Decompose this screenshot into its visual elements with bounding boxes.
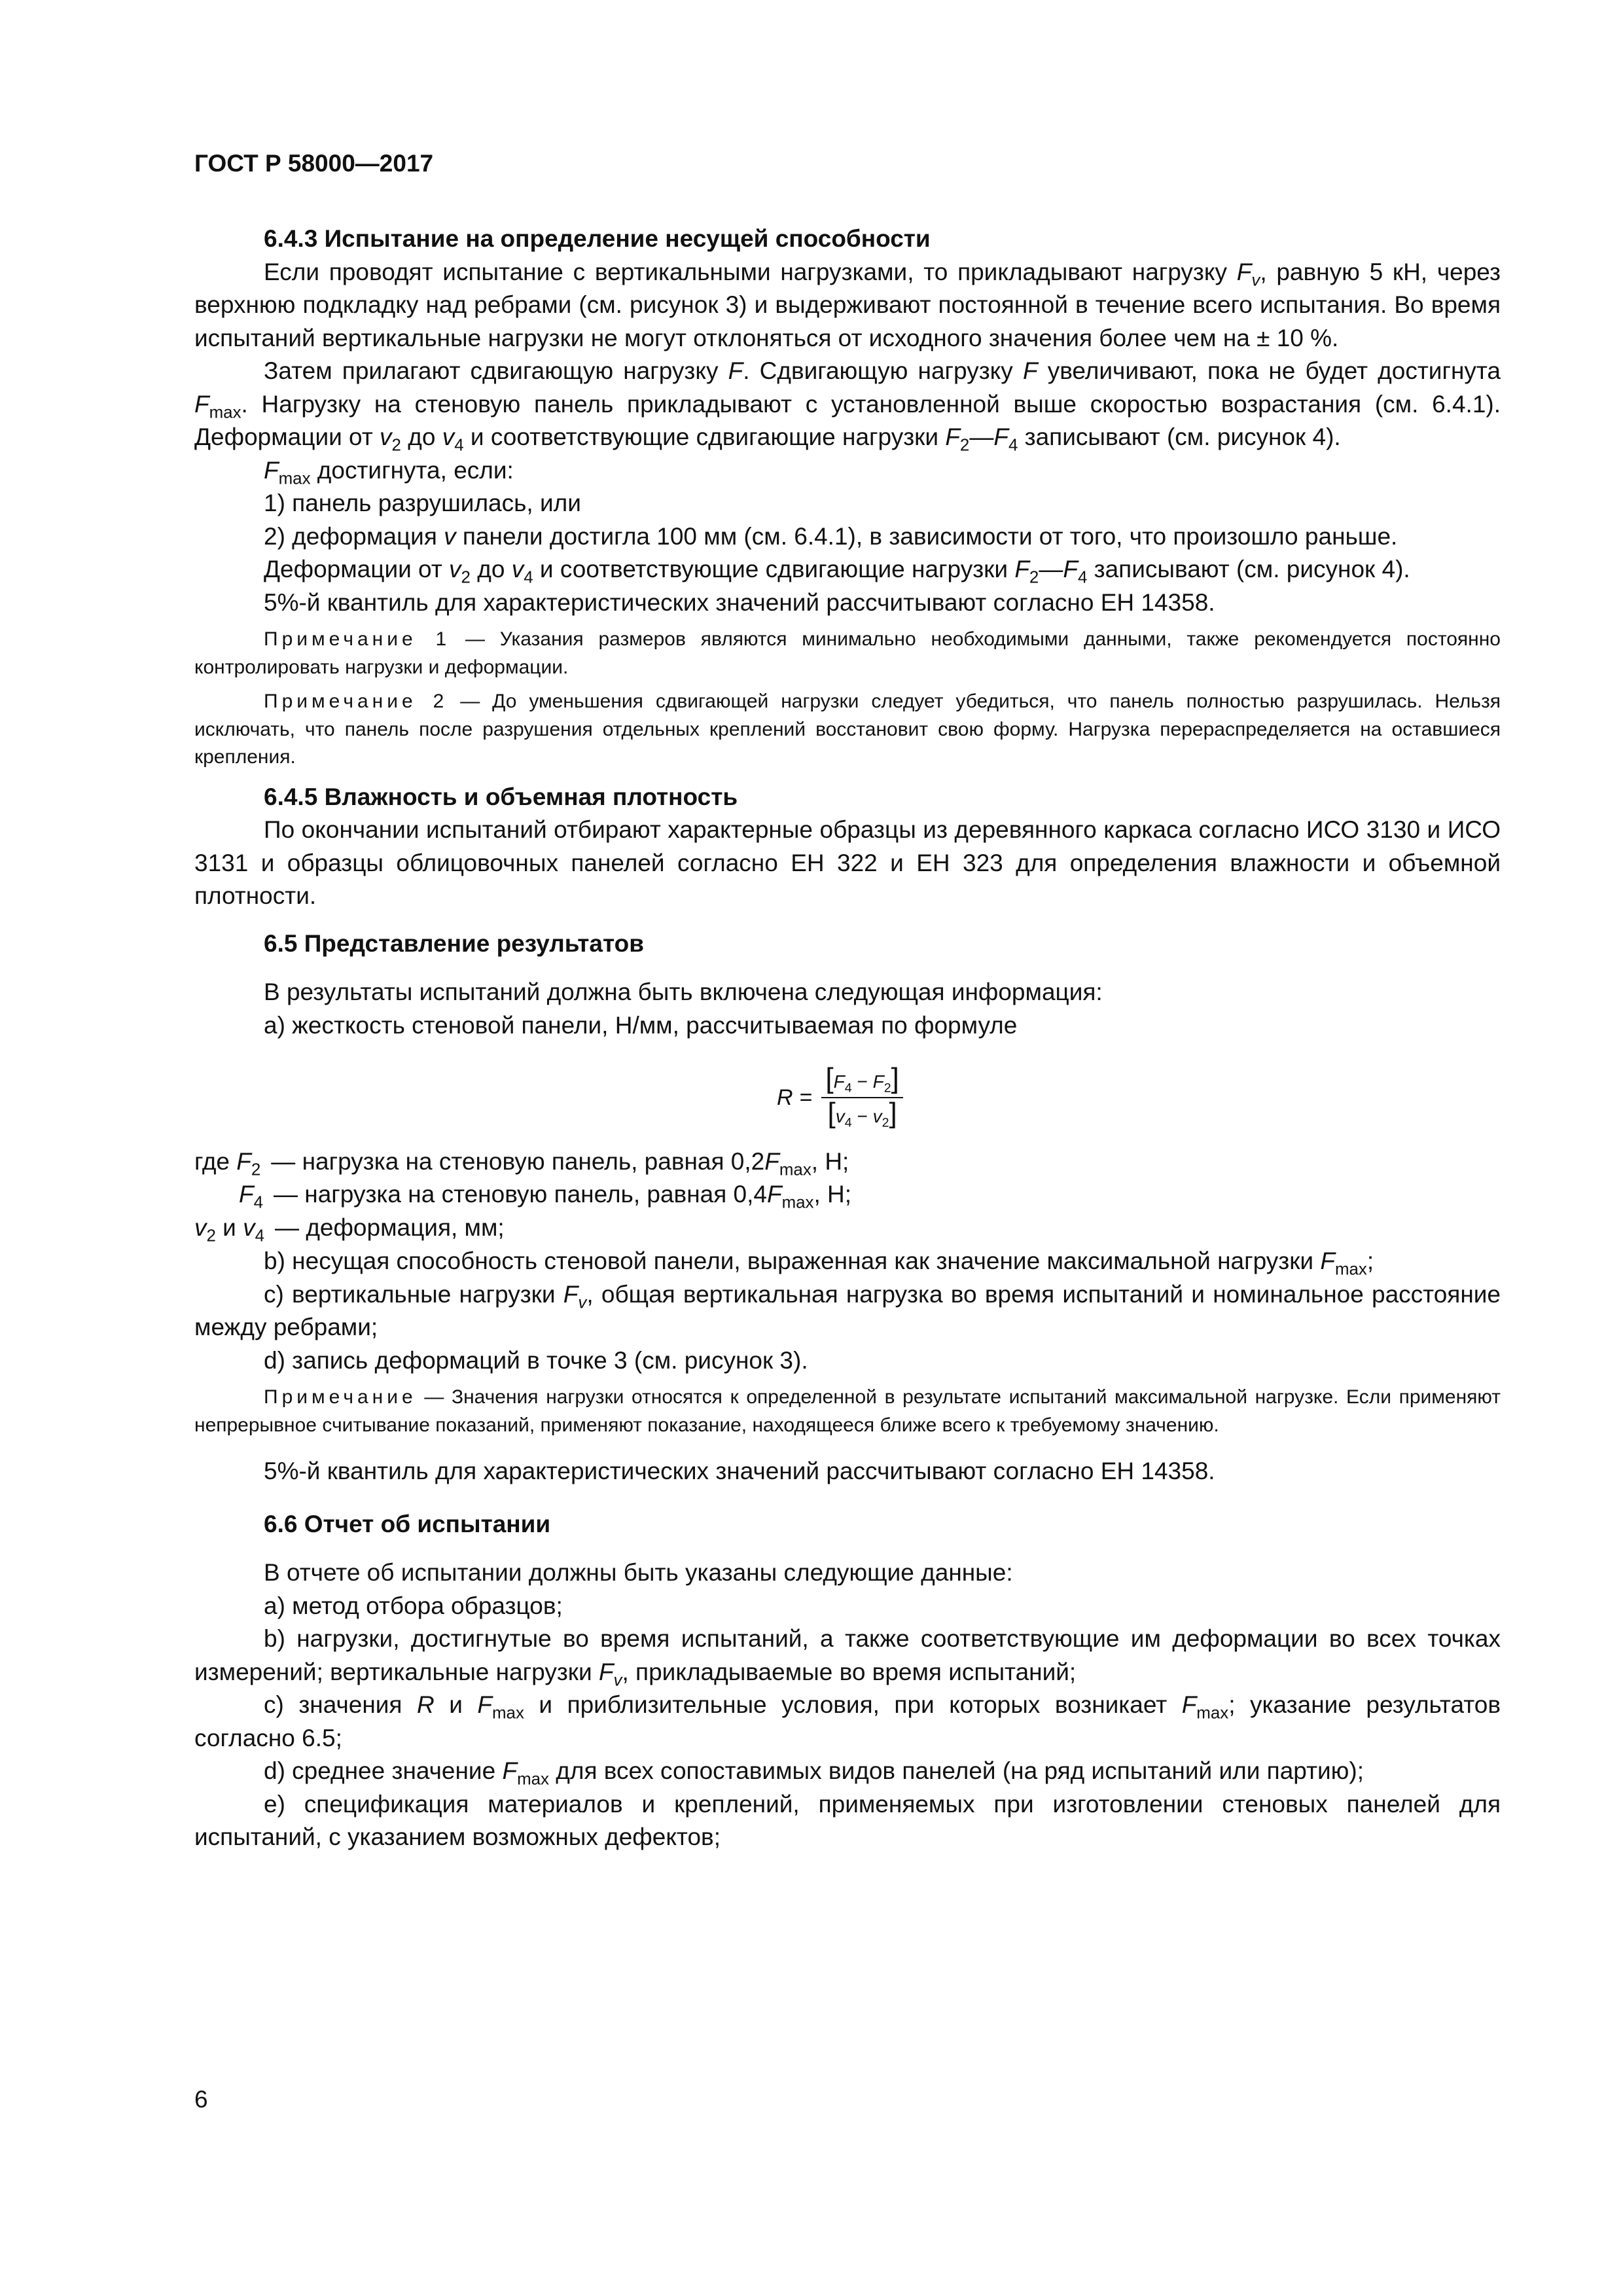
section-6-5-item-b: b) несущая способность стеновой панели, выраженная как значение максимальной нагрузки $F_{max}$; bbox=[264, 1247, 1374, 1279]
document-header: ГОСТ Р 58000—2017 bbox=[194, 150, 434, 177]
formula-equals: = bbox=[799, 1085, 813, 1110]
section-6-6-item-d: d) среднее значение $F_{max}$ для всех сопоставимых видов панелей (на ряд испытаний или партию); bbox=[264, 1757, 1364, 1789]
section-6-5-item-a: а) жесткость стеновой панели, Н/мм, рассчитываемая по формуле bbox=[264, 1011, 1018, 1039]
section-6-4-3-paragraph-5: 5%-й квантиль для характеристических значений рассчитывают согласно ЕН 14358. bbox=[264, 588, 1215, 616]
list-item-2: 2) деформация v панели достигла 100 мм (см. 6.4.1), в зависимости от того, что произошло раньше. bbox=[264, 522, 1398, 550]
page-number: 6 bbox=[194, 2086, 208, 2113]
section-6-4-5-paragraph-1: По окончании испытаний отбирают характерные образцы из деревянного каркаса согласно ИСО 3130 и ИСО 3131 и образцы облицовочных панелей согласно ЕН 322 и ЕН 323 для определения влажности и объемной плотности. bbox=[194, 816, 1501, 909]
section-6-6-item-e: е) спецификация материалов и креплений, применяемых при изготовлении стеновых панелей для испытаний, с указанием возможных дефектов; bbox=[194, 1790, 1501, 1850]
section-6-4-3-paragraph-3: $F_{max}$ достигнута, если: bbox=[264, 456, 514, 488]
section-6-6-item-a: а) метод отбора образцов; bbox=[264, 1592, 563, 1619]
section-6-6-heading: 6.6 Отчет об испытании bbox=[264, 1510, 551, 1537]
section-6-4-3-paragraph-1: Если проводят испытание с вертикальными нагрузками, то прикладывают нагрузку $F_v$, равную 5 кН, через верхнюю подкладку над ребрами (см. рисунок 3) и выдерживают постоянной в течение всего испытания. Во время испытаний вертикальные нагрузки не могут отклоняться от исходного значения более чем на ± 10 %. bbox=[194, 258, 1501, 351]
section-6-4-3-paragraph-4: Деформации от $v_2$ до $v_4$ и соответствующие сдвигающие нагрузки $F_2—F_4$ записывают (см. рисунок 4). bbox=[264, 556, 1410, 587]
section-6-5-item-c: c) вертикальные нагрузки $F_v$, общая вертикальная нагрузка во время испытаний и номинальное расстояние между ребрами; bbox=[194, 1280, 1501, 1340]
stiffness-formula bbox=[194, 1059, 1501, 1136]
legend-row-f4: $F_4$ — нагрузка на стеновую панель, равная $0,4F_{max}$, Н; bbox=[239, 1181, 852, 1212]
formula-numerator: $[F_4 - F_2]$ bbox=[821, 1064, 902, 1098]
formula-legend bbox=[194, 1145, 1501, 1245]
section-6-5-note: Примечание — Значения нагрузки относятся к определенной в результате испытаний максимальной нагрузке. Если применяют непрерывное считывание показаний, применяют показание, находящееся ближе всего к требуемому значению. bbox=[194, 1386, 1501, 1436]
section-6-6-item-b: b) нагрузки, достигнутые во время испытаний, а также соответствующие им деформации во всех точках измерений; вертикальные нагрузки $F_v$, прикладываемые во время испытаний; bbox=[194, 1625, 1501, 1689]
section-6-4-3-paragraph-2: Затем прилагают сдвигающую нагрузку F. Сдвигающую нагрузку F увеличивают, пока не будет достигнута $F_{max}$. Нагрузку на стеновую панель прикладывают с установленной выше скоростью возрастания (см. 6.4.1). Деформации от $v_2$ до $v_4$ и соответствующие сдвигающие нагрузки $F_2—F_4$ записывают (см. рисунок 4). bbox=[194, 357, 1501, 455]
section-6-5-heading: 6.5 Представление результатов bbox=[264, 929, 644, 957]
formula-fraction bbox=[821, 1064, 902, 1132]
note-2: Примечание 2 — До уменьшения сдвигающей нагрузки следует убедиться, что панель полностью разрушилась. Нельзя исключать, что панель после разрушения отдельных креплений восстановит свою форму. Нагрузка перераспределяется на оставшиеся крепления. bbox=[194, 691, 1501, 768]
section-6-5-closing: 5%-й квантиль для характеристических значений рассчитывают согласно ЕН 14358. bbox=[264, 1458, 1215, 1484]
legend-row-f2: где $F_2$ — нагрузка на стеновую панель, равная $0,2F_{max}$, Н; bbox=[194, 1148, 849, 1179]
legend-row-v: $v_2$ и $v_4$ — деформация, мм; bbox=[194, 1214, 505, 1246]
section-6-5-intro: В результаты испытаний должна быть включена следующая информация: bbox=[264, 978, 1103, 1005]
section-6-5-item-d: d) запись деформаций в точке 3 (см. рисунок 3). bbox=[264, 1346, 808, 1374]
section-6-4-3-heading: 6.4.3 Испытание на определение несущей способности bbox=[264, 225, 931, 252]
section-6-4-5-heading: 6.4.5 Влажность и объемная плотность bbox=[264, 783, 738, 810]
section-6-6-intro: В отчете об испытании должны быть указаны следующие данные: bbox=[264, 1559, 1013, 1586]
note-1: Примечание 1 — Указания размеров являются минимально необходимыми данными, также рекомендуется постоянно контролировать нагрузки и деформации. bbox=[194, 628, 1501, 678]
section-6-6-item-c: c) значения R и $F_{max}$ и приблизительные условия, при которых возникает $F_{max}$; указание результатов согласно 6.5; bbox=[194, 1691, 1501, 1751]
document-body bbox=[194, 223, 1501, 1854]
formula-denominator: $[v_4 - v_2]$ bbox=[827, 1097, 897, 1130]
formula-expression bbox=[777, 1059, 903, 1136]
formula-lhs: R bbox=[777, 1085, 793, 1110]
list-item-1: 1) панель разрушилась, или bbox=[264, 490, 581, 516]
